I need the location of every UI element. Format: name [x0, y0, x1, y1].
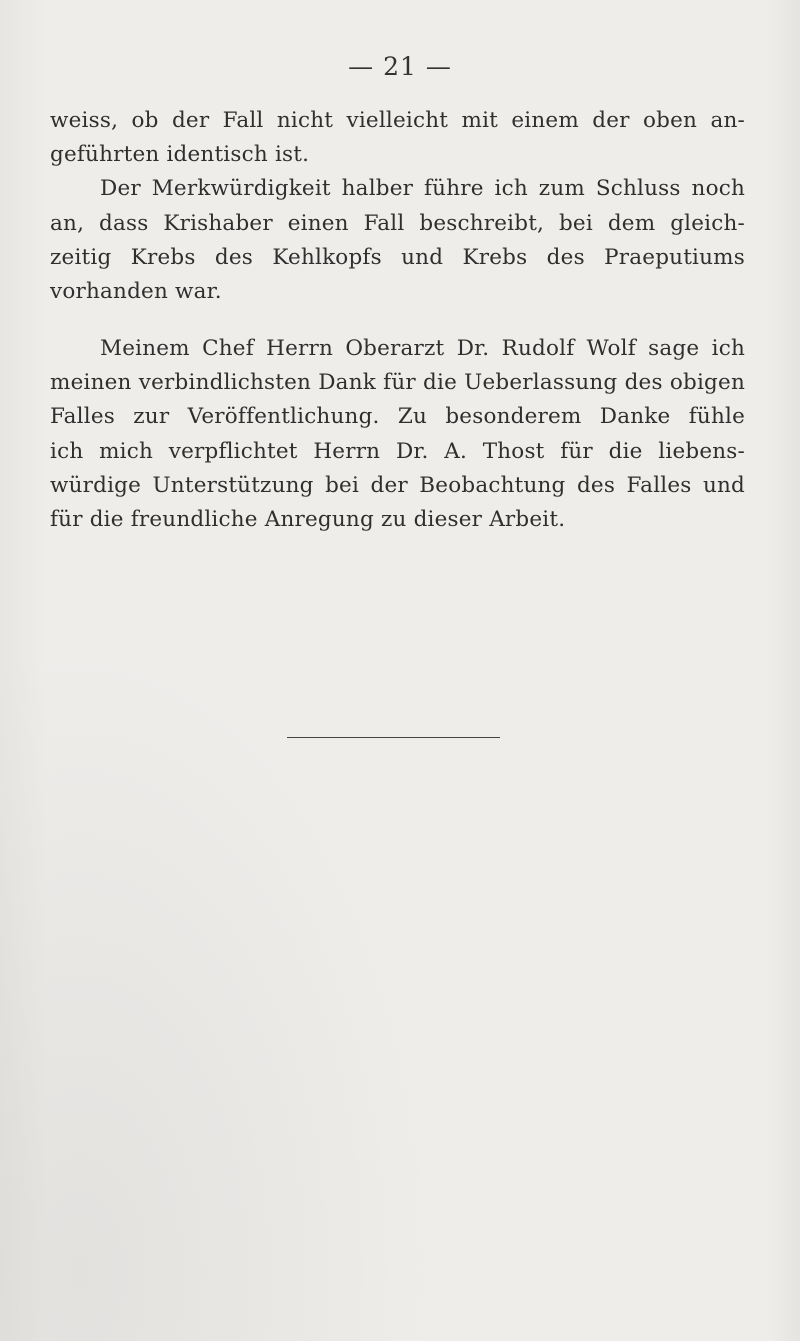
page-number: — 21 —	[348, 52, 452, 81]
text-line: weiss, ob der Fall nicht vielleicht mit einem der oben an-	[50, 108, 745, 133]
text-line: würdige Unterstützung bei der Beobachtung des Falles und	[50, 472, 745, 498]
text-block-top	[50, 104, 745, 309]
text-line: Falles zur Veröffentlichung. Zu besonderem Danke fühle	[50, 404, 745, 430]
text-line: meinen verbindlichsten Dank für die Ueberlassung des obigen	[50, 370, 745, 396]
text-line: ich mich verpflichtet Herrn Dr. A. Thost für die liebens-	[50, 438, 745, 464]
text-line: vorhanden war.	[50, 279, 222, 305]
text-block-acknowledgement	[50, 332, 745, 537]
text-line: Der Merkwürdigkeit halber führe ich zum Schluss noch	[100, 176, 745, 202]
text-line: für die freundliche Anregung zu dieser Arbeit.	[50, 507, 566, 533]
text-line: Meinem Chef Herrn Oberarzt Dr. Rudolf Wolf sage ich	[100, 336, 745, 361]
text-line: zeitig Krebs des Kehlkopfs und Krebs des Praeputiums	[50, 244, 745, 270]
section-divider-rule	[287, 737, 500, 738]
text-line: an, dass Krishaber einen Fall beschreibt, bei dem gleich-	[50, 210, 745, 236]
text-line: geführten identisch ist.	[50, 142, 310, 168]
